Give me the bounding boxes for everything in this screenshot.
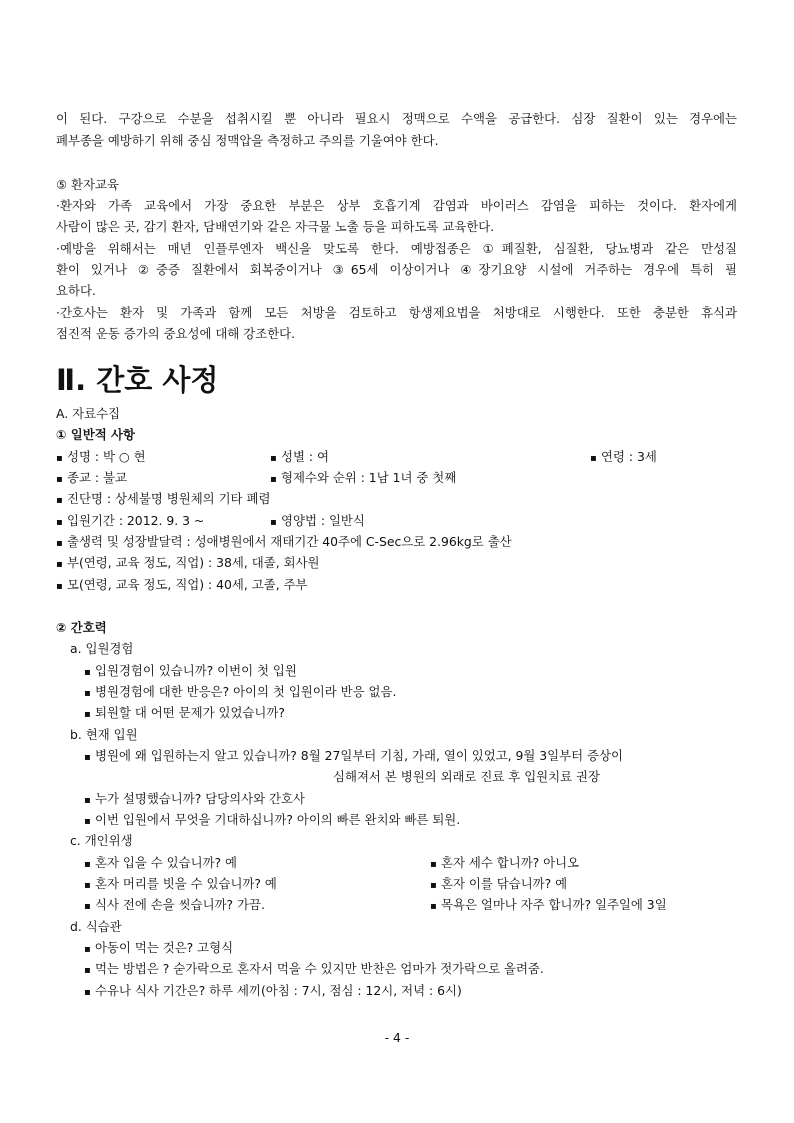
subsection-b-title: b. 현재 입원 xyxy=(70,727,138,742)
item-c5: ▪ 식사 전에 손을 씻습니까? 가끔. xyxy=(84,894,265,917)
patient-siblings: ▪ 형제수와 순위 : 1남 1녀 중 첫째 xyxy=(270,467,456,490)
item-d1: ▪ 아동이 먹는 것은? 고형식 xyxy=(84,937,233,960)
item-a2: ▪ 병원경험에 대한 반응은? 아이의 첫 입원이라 반응 없음. xyxy=(84,681,396,704)
education-heading: ⑤ 환자교육 xyxy=(56,177,119,192)
item-b3: ▪ 이번 입원에서 무엇을 기대하십니까? 아이의 빠른 완치와 빠른 퇴원. xyxy=(84,809,460,832)
admission-period: ▪ 입원기간 : 2012. 9. 3 ~ xyxy=(56,510,204,533)
patient-age: ▪ 연령 : 3세 xyxy=(590,446,657,469)
education-p1-line-1: ·환자와 가족 교육에서 가장 중요한 부분은 상부 호흡기계 감염과 바이러스 감염을 피하는 것이다. 환자에게 xyxy=(56,198,737,213)
data-collection-label: A. 자료수집 xyxy=(56,406,121,421)
item-c6: ▪ 목욕은 얼마나 자주 합니까? 일주일에 3일 xyxy=(430,894,667,917)
subsection-d-title: d. 식습관 xyxy=(70,919,122,934)
item-a3: ▪ 퇴원할 대 어떤 문제가 있었습니까? xyxy=(84,702,285,725)
general-info-heading: ① 일반적 사항 xyxy=(56,427,135,442)
education-p3-line-1: ·간호사는 환자 및 가족과 함께 모든 처방을 검토하고 항생제요법을 처방대로 시행한다. 또한 충분한 휴식과 xyxy=(56,305,737,320)
patient-name: ▪ 성명 : 박 ○ 현 xyxy=(56,446,146,469)
education-p1-line-2: 사람이 많은 곳, 감기 환자, 담배연기와 같은 자극물 노출 등을 피하도록 교육한다. xyxy=(56,219,495,234)
item-c3: ▪ 혼자 머리를 빗을 수 있습니까? 예 xyxy=(84,873,277,896)
item-b1-continued: 심해져서 본 병원의 외래로 진료 후 입원치료 권장 xyxy=(333,769,600,784)
subsection-a-title: a. 입원경험 xyxy=(70,641,134,656)
father-info: ▪ 부(연령, 교육 정도, 직업) : 38세, 대졸, 회사원 xyxy=(56,552,319,575)
item-d2: ▪ 먹는 방법은 ? 숟가락으로 혼자서 먹을 수 있지만 반찬은 엄마가 젓가락으로 올려줌. xyxy=(84,958,544,981)
education-p2-line-1: ·예방을 위해서는 매년 인플루엔자 백신을 맞도록 한다. 예방접종은 ①폐질환, 심질환, 당뇨병과 같은 만성질 xyxy=(56,241,737,256)
item-b1: ▪ 병원에 왜 입원하는지 알고 있습니까? 8월 27일부터 기침, 가래, 열이 있었고, 9월 3일부터 증상이 xyxy=(84,745,623,768)
birth-history: ▪ 출생력 및 성장발달력 : 성애병원에서 재태기간 40주에 C-Sec으로 2.96kg로 출산 xyxy=(56,531,512,554)
item-d3: ▪ 수유나 식사 기간은? 하루 세끼(아침 : 7시, 점심 : 12시, 저녁 : 6시) xyxy=(84,980,462,1003)
education-p2-line-2: 환이 있거나 ②중증 질환에서 회복중이거나 ③65세 이상이거나 ④장기요양 시설에 거주하는 경우에 특히 필 xyxy=(56,262,737,277)
item-c4: ▪ 혼자 이를 닦습니까? 예 xyxy=(430,873,567,896)
page-number: - 4 - xyxy=(384,1030,410,1045)
education-p3-line-2: 점진적 운동 증가의 중요성에 대해 강조한다. xyxy=(56,326,296,341)
item-c2: ▪ 혼자 세수 합니까? 아니오 xyxy=(430,852,579,875)
diet-type: ▪ 영양법 : 일반식 xyxy=(270,510,365,533)
patient-sex: ▪ 성별 : 여 xyxy=(270,446,329,469)
subsection-c-title: c. 개인위생 xyxy=(70,833,133,848)
education-p2-line-3: 요하다. xyxy=(56,283,96,298)
item-b2: ▪ 누가 설명했습니까? 담당의사와 간호사 xyxy=(84,788,305,811)
item-c1: ▪ 혼자 입을 수 있습니까? 예 xyxy=(84,852,237,875)
nursing-history-heading: ② 간호력 xyxy=(56,620,107,635)
intro-line-1: 이 된다. 구강으로 수분을 섭취시킬 뿐 아니라 필요시 정맥으로 수액을 공급한다. 심장 질환이 있는 경우에는 xyxy=(56,111,737,126)
patient-diagnosis: ▪ 진단명 : 상세불명 병원체의 기타 폐렴 xyxy=(56,488,270,511)
section-title: Ⅱ. 간호 사정 xyxy=(56,363,219,397)
item-a1: ▪ 입원경험이 있습니까? 이번이 첫 입원 xyxy=(84,660,297,683)
mother-info: ▪ 모(연령, 교육 정도, 직업) : 40세, 고졸, 주부 xyxy=(56,574,308,597)
patient-religion: ▪ 종교 : 불교 xyxy=(56,467,127,490)
intro-line-2: 폐부종을 예방하기 위해 중심 정맥압을 측정하고 주의를 기울여야 한다. xyxy=(56,133,439,148)
